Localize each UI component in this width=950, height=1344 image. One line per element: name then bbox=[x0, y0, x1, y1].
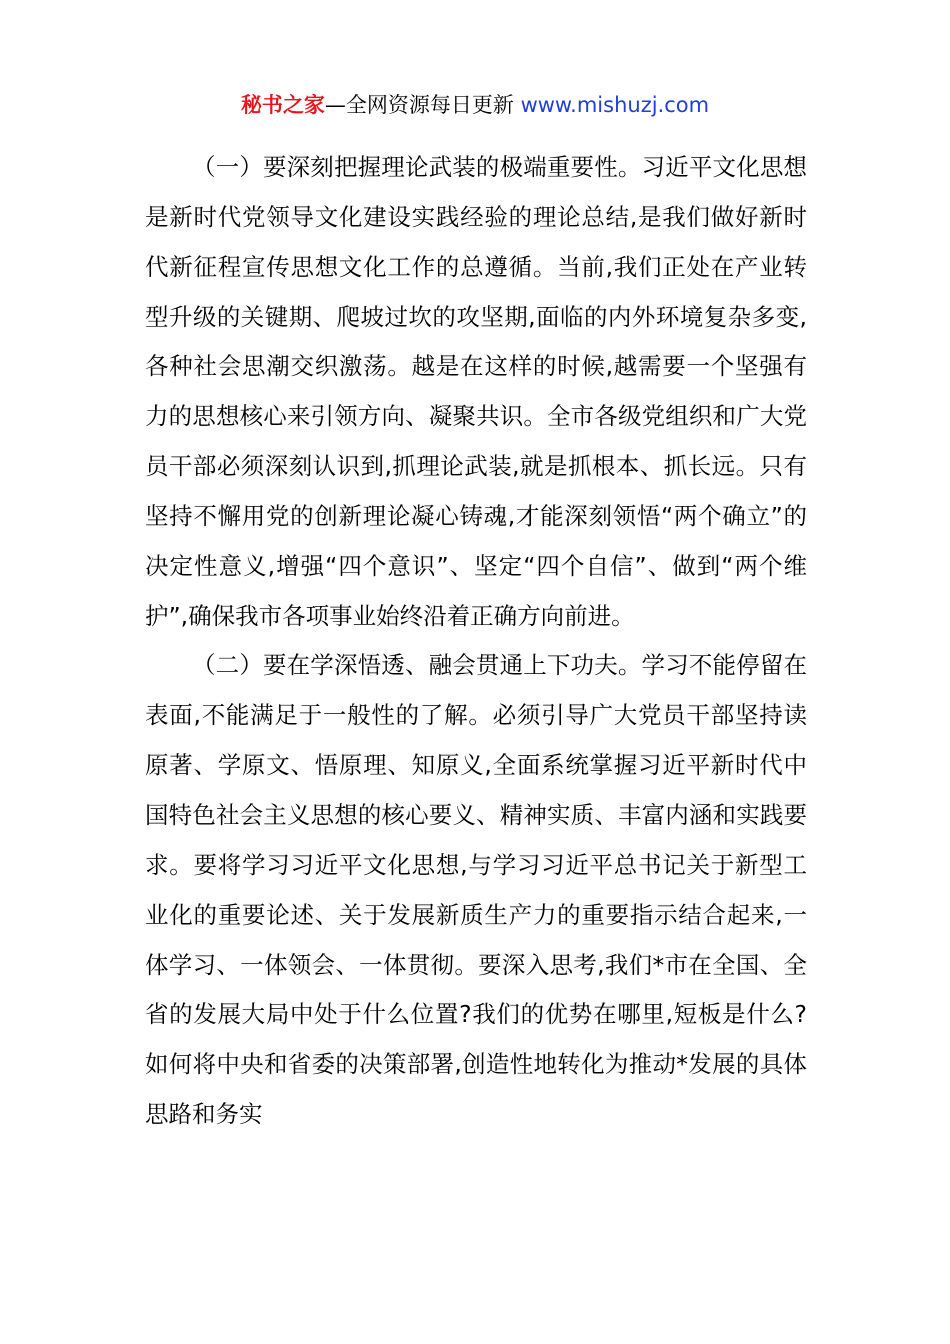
document-body bbox=[145, 143, 807, 1140]
site-name: 秘书之家 bbox=[240, 93, 325, 117]
site-tagline: —全网资源每日更新 bbox=[324, 93, 521, 117]
paragraph-1: （一）要深刻把握理论武装的极端重要性。习近平文化思想是新时代党领导文化建设实践经验的理论总结,是我们做好新时代新征程宣传思想文化工作的总遵循。当前,我们正处在产业转型升级的关键期、爬坡过坎的攻坚期,面临的内外环境复杂多变,各种社会思潮交织激荡。越是在这样的时候,越需要一个坚强有力的思想核心来引领方向、凝聚共识。全市各级党组织和广大党员干部必须深刻认识到,抓理论武装,就是抓根本、抓长远。只有坚持不懈用党的创新理论凝心铸魂,才能深刻领悟“两个确立”的决定性意义,增强“四个意识”、坚定“四个自信”、做到“两个维护”,确保我市各项事业始终沿着正确方向前进。 bbox=[145, 153, 807, 630]
site-header bbox=[0, 88, 950, 122]
paragraph-2: （二）要在学深悟透、融会贯通上下功夫。学习不能停留在表面,不能满足于一般性的了解。必须引导广大党员干部坚持读原著、学原文、悟原理、知原义,全面系统掌握习近平新时代中国特色社会主义思想的核心要义、精神实质、丰富内涵和实践要求。要将学习习近平文化思想,与学习习近平总书记关于新型工业化的重要论述、关于发展新质生产力的重要指示结合起来,一体学习、一体领会、一体贯彻。要深入思考,我们*市在全国、全省的发展大局中处于什么位置?我们的优势在哪里,短板是什么?如何将中央和省委的决策部署,创造性地转化为推动*发展的具体思路和务实 bbox=[145, 651, 807, 1129]
site-url-link[interactable]: www.mishuzj.com bbox=[520, 93, 710, 117]
